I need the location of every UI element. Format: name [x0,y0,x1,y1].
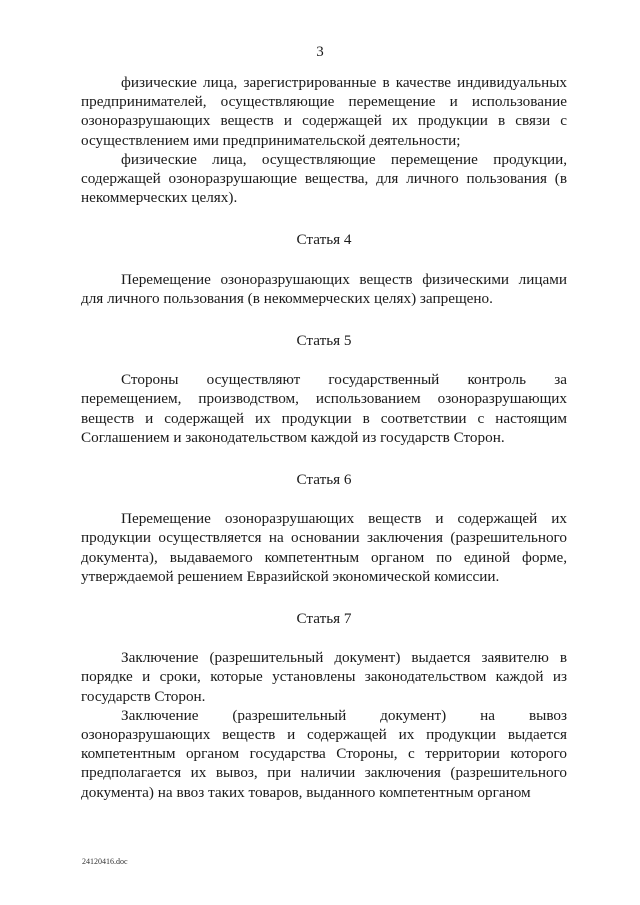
document-footer-filename: 24120416.doc [82,857,128,866]
paragraph: физические лица, зарегистрированные в качестве индивидуальных предпринимателей, осуществляющие перемещение и использование озоноразрушающих веществ и содержащей их продукции в связи с осуществлением ими предпринимательской деятельности; [81,74,567,149]
paragraph: Заключение (разрешительный документ) выдается заявителю в порядке и сроки, которые установлены законодательством каждой из государств Сторон. [81,649,567,705]
paragraph: Перемещение озоноразрушающих веществ и содержащей их продукции осуществляется на основании заключения (разрешительного документа), выдаваемого компетентным органом по единой форме, утверждаемой решением Евразийской экономической комиссии. [81,510,567,585]
article-heading: Статья 7 [296,610,352,628]
article-heading: Статья 6 [296,471,352,489]
paragraph: Стороны осуществляют государственный контроль за перемещением, производством, использованием озоноразрушающих веществ и содержащей их продукции в соответствии с настоящим Соглашением и законодательством каждой из государств Сторон. [81,371,567,446]
paragraph: Перемещение озоноразрушающих веществ физическими лицами для личного пользования (в некоммерческих целях) запрещено. [81,270,567,307]
paragraph: Заключение (разрешительный документ) на вывоз озоноразрушающих веществ и содержащей их продукции выдается компетентным органом государства Стороны, с территории которого предполагается их вывоз, при наличии заключения (разрешительного документа) на ввоз таких товаров, выданного компетентным органом [81,706,567,801]
paragraph: физические лица, осуществляющие перемещение продукции, содержащей озоноразрушающие вещества, для личного пользования (в некоммерческих целях). [81,150,567,207]
article-heading: Статья 5 [296,332,352,350]
article-heading: Статья 4 [296,231,352,249]
document-body [81,73,567,802]
page-number: 3 [316,44,324,60]
